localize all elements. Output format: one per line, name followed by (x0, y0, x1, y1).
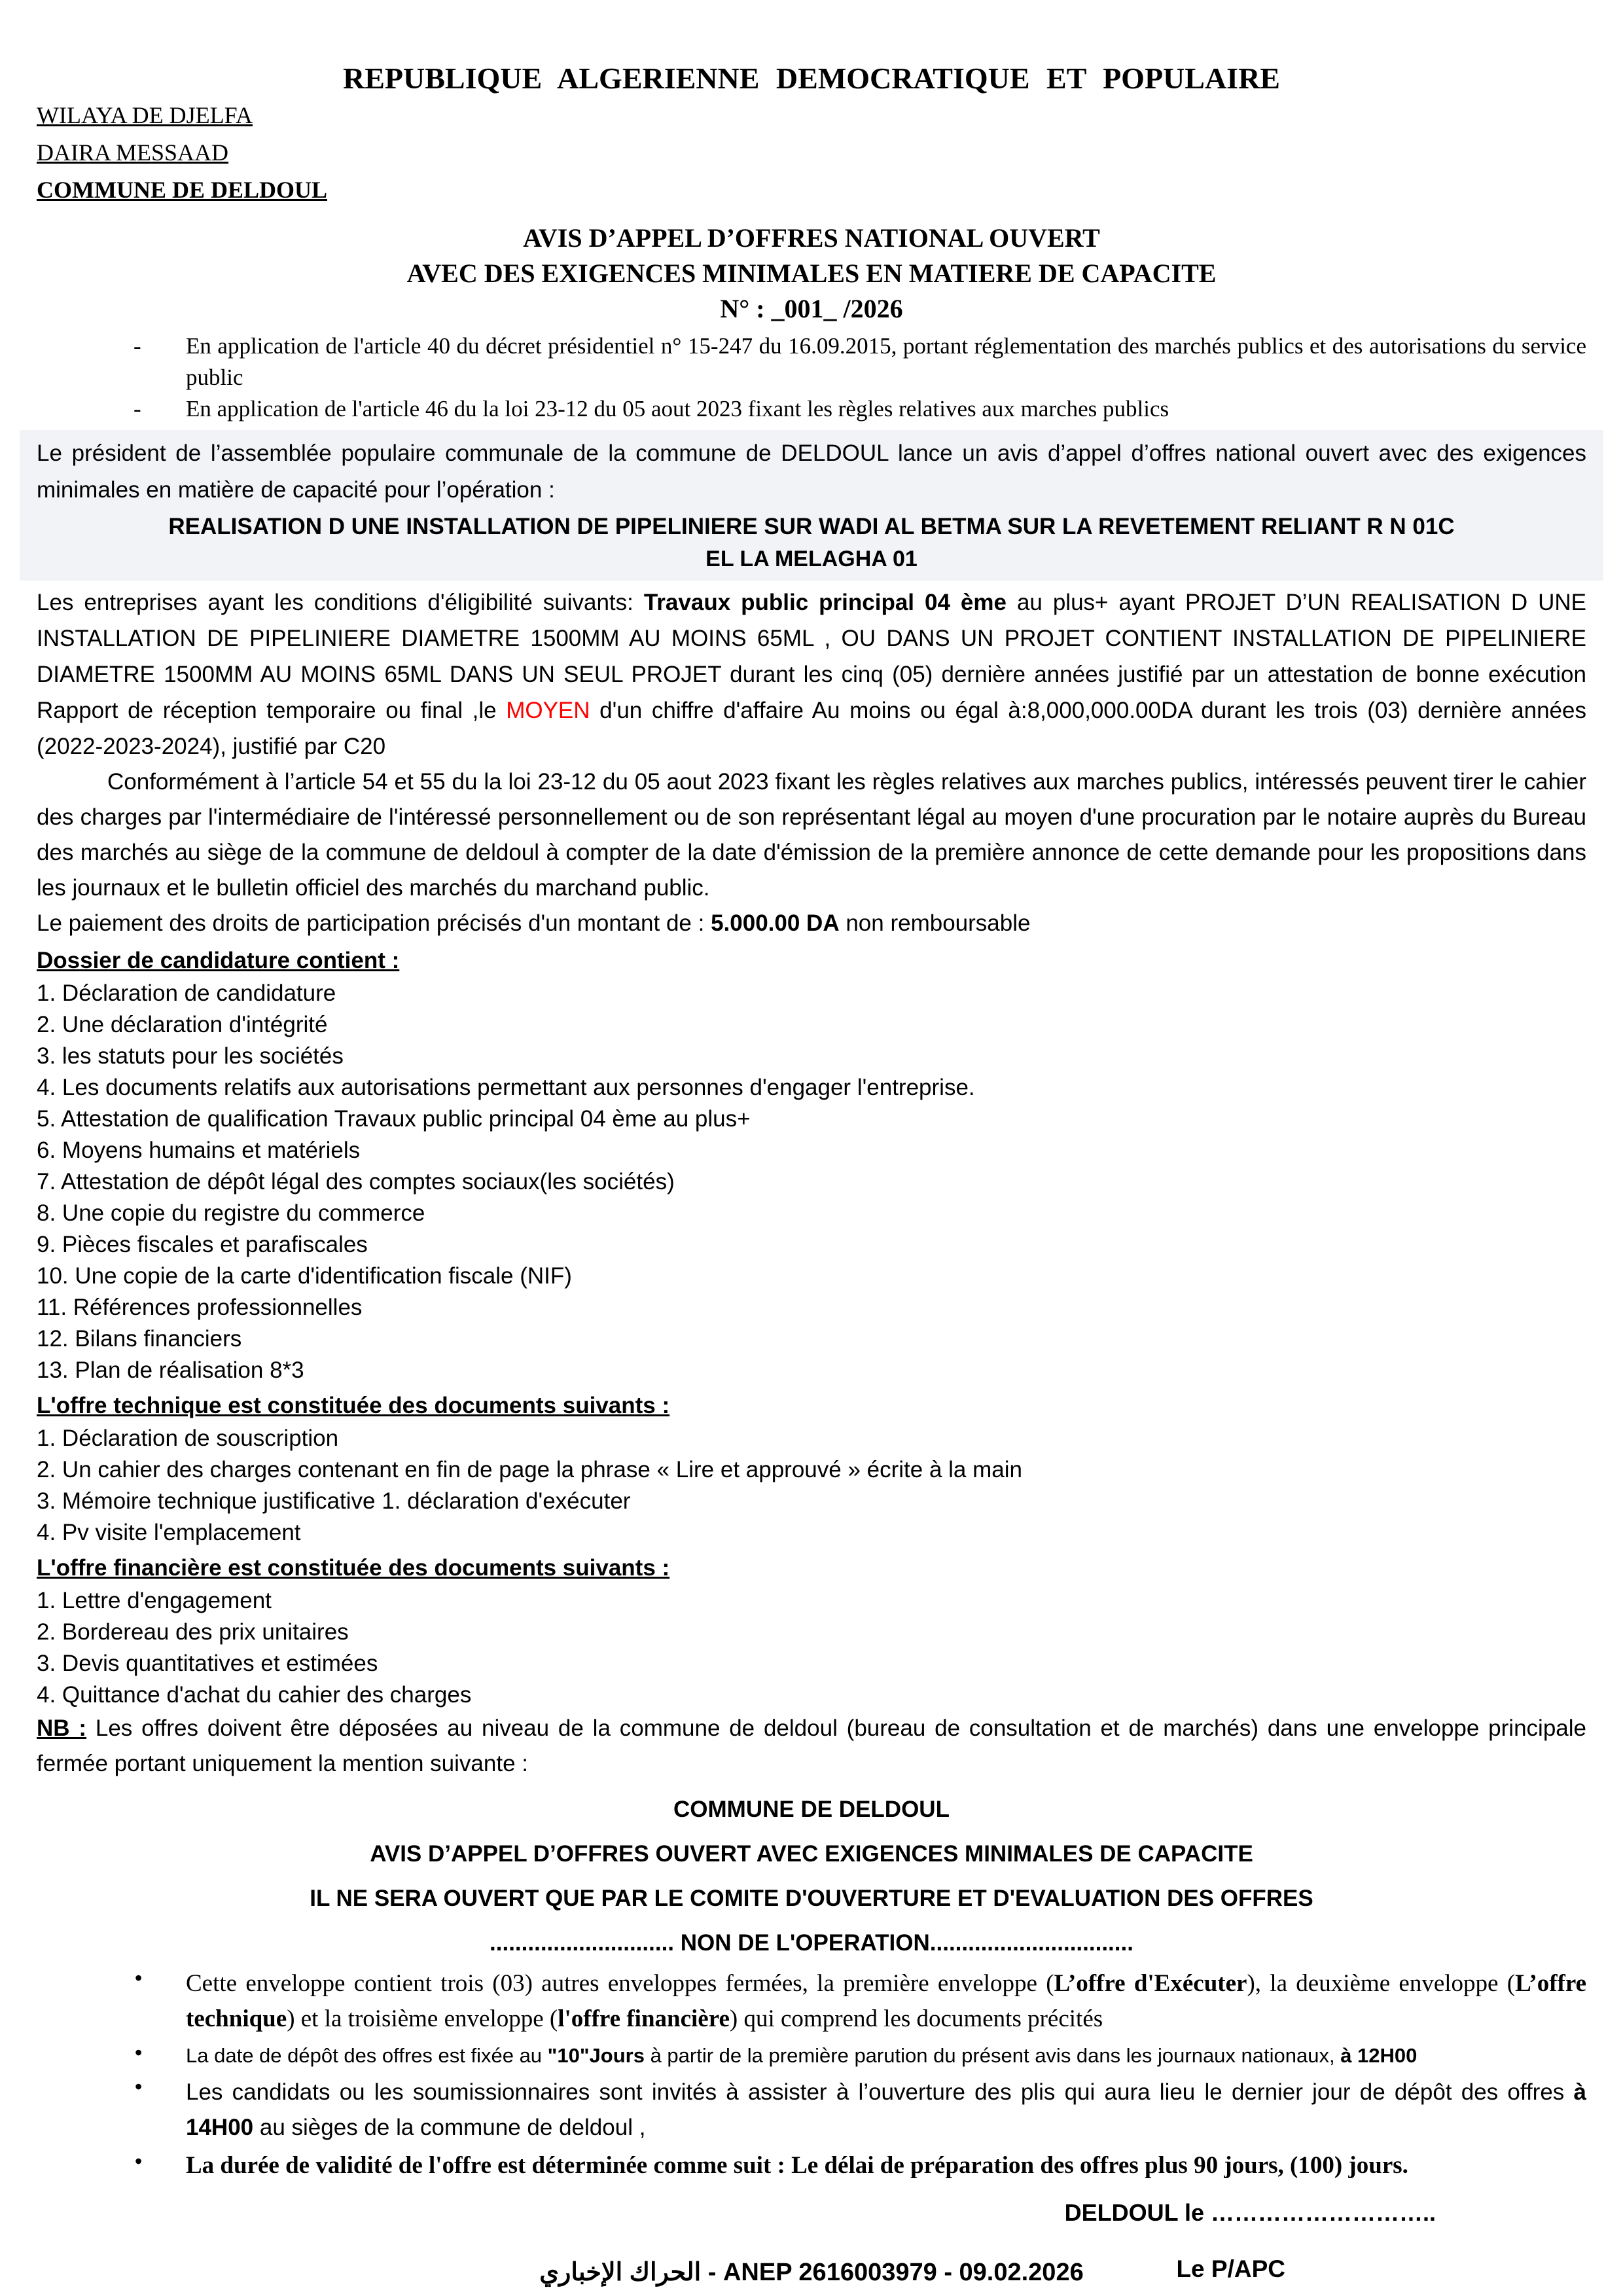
bullet-opening-session (37, 2075, 1586, 2145)
legal-reference-item (37, 393, 1586, 425)
dash-bullet: - (134, 396, 141, 422)
list-item: 10. Une copie de la carte d'identification fiscale (NIF) (37, 1263, 572, 1289)
disc-bullet: • (135, 2075, 143, 2098)
bullet-envelopes (37, 1966, 1586, 2037)
list-item: 1. Lettre d'engagement (37, 1588, 272, 1613)
list-item: 9. Pièces fiscales et parafiscales (37, 1232, 368, 1257)
legal-reference-text: En application de l'article 46 du la loi 23-12 du 05 aout 2023 fixant les règles relatives aux marches publics (186, 396, 1169, 422)
list-item: 4. Les documents relatifs aux autorisations permettant aux personnes d'engager l'entreprise. (37, 1075, 975, 1100)
list-item: 2. Un cahier des charges contenant en fin de page la phrase « Lire et approuvé » écrite à la main (37, 1457, 1022, 1482)
list-item: 12. Bilans financiers (37, 1326, 242, 1352)
technical-offer-heading: L'offre technique est constituée des documents suivants : (37, 1393, 670, 1418)
candidature-heading: Dossier de candidature contient : (37, 948, 400, 973)
bullet-deposit-date (37, 2041, 1586, 2071)
list-item: 13. Plan de réalisation 8*3 (37, 1357, 304, 1383)
legal-references (37, 331, 1586, 425)
envelope-mention-committee: IL NE SERA OUVERT QUE PAR LE COMITE D'OUVERTURE ET D'EVALUATION DES OFFRES (310, 1886, 1313, 1911)
signature-role: Le P/APC (1176, 2255, 1285, 2282)
list-item: 7. Attestation de dépôt légal des comptes sociaux(les sociétés) (37, 1169, 675, 1194)
legal-reference-text: En application de l'article 40 du décret présidentiel n° 15-247 du 16.09.2015, portant réglementation des marchés publics et des autorisations du service public (186, 333, 1586, 390)
withdrawal-paragraph: Conformément à l’article 54 et 55 du la loi 23-12 du 05 aout 2023 fixant les règles relatives aux marches publics, intéressés peuvent tirer le cahier des charges par l'intermédiaire de l'intéressé personnellement ou de son représentant légal au moyen d'une procuration par le notaire auprès du Bureau des marchés au siège de la commune de deldoul à compter de la date d'émission de la première annonce de cette demande pour les propositions dans les journaux et le bulletin officiel des marchés du marchand public. (37, 769, 1586, 901)
issuing-organization (37, 97, 1586, 209)
operation-highlight-block (20, 430, 1603, 581)
disc-bullet: • (135, 1966, 143, 1990)
notice-number: N° : _001_ /2026 (720, 294, 903, 323)
bullet-text: La durée de validité de l'offre est déterminée comme suit : Le délai de préparation des offres plus 90 jours, (100) jours. (186, 2152, 1408, 2179)
list-item: 3. Devis quantitatives et estimées (37, 1651, 378, 1676)
eligibility-paragraph: Les entreprises ayant les conditions d'éligibilité suivants: Travaux public principal 04 ème au plus+ ayant PROJET D’UN REALISATION D UNE INSTALLATION DE PIPELINIERE DIAMETRE 1500MM AU MOINS 65ML , OU DANS UN PROJET CONTIENT INSTALLATION DE PIPELINIERE DIAMETRE 1500MM AU MOINS 65ML DANS UN SEUL PROJET durant les cinq (05) dernière années justifié par un attestation de bonne exécution Rapport de réception temporaire ou final ,le MOYEN d'un chiffre d'affaire Au moins ou égal à:8,000,000.00DA durant les trois (03) dernière années (2022-2023-2024), justifié par C20 (37, 590, 1587, 759)
disc-bullet: • (135, 2041, 143, 2064)
republic-title: REPUBLIQUE ALGERIENNE DEMOCRATIQUE ET POPULAIRE (343, 62, 1280, 95)
payment-paragraph: Le paiement des droits de participation précisés d'un montant de : 5.000.00 DA non remboursable (37, 910, 1031, 936)
bullet-text: La date de dépôt des offres est fixée au "10"Jours à partir de la première parution du présent avis dans les journaux nationaux, à 12H00 (186, 2044, 1418, 2067)
list-item: 3. les statuts pour les sociétés (37, 1043, 344, 1069)
envelope-mention-operation: ............................. NON DE L'OPERATION................................ (490, 1930, 1133, 1956)
final-bullets (37, 1966, 1586, 2182)
list-item: 8. Une copie du registre du commerce (37, 1200, 425, 1226)
daira-line: DAIRA MESSAAD (37, 139, 229, 166)
list-item: 1. Déclaration de candidature (37, 980, 336, 1006)
list-item: 4. Quittance d'achat du cahier des charges (37, 1682, 472, 1708)
candidature-list (37, 978, 1586, 1386)
notice-title-line1: AVIS D’APPEL D’OFFRES NATIONAL OUVERT (523, 223, 1100, 253)
signature-place-date: DELDOUL le ……………………….. (1064, 2199, 1436, 2226)
list-item: 3. Mémoire technique justificative 1. déclaration d'exécuter (37, 1488, 631, 1514)
financial-offer-list (37, 1585, 1586, 1711)
legal-reference-item (37, 331, 1586, 393)
operation-title-line1: REALISATION D UNE INSTALLATION DE PIPELINIERE SUR WADI AL BETMA SUR LA REVETEMENT RELIANT R N 01C (168, 514, 1455, 539)
list-item: 4. Pv visite l'emplacement (37, 1520, 301, 1545)
bullet-text: Les candidats ou les soumissionnaires sont invités à assister à l’ouverture des plis qui aura lieu le dernier jour de dépôt des offres à 14H00 au sièges de la commune de deldoul , (186, 2079, 1586, 2140)
envelope-mention-title: AVIS D’APPEL D’OFFRES OUVERT AVEC EXIGENCES MINIMALES DE CAPACITE (370, 1841, 1253, 1867)
financial-offer-heading: L'offre financière est constituée des documents suivants : (37, 1555, 670, 1581)
bullet-text: Cette enveloppe contient trois (03) autres enveloppes fermées, la première enveloppe (L’offre d'Exécuter), la deuxième enveloppe (L’offre technique) et la troisième enveloppe (l'offre financière) qui comprend les documents précités (186, 1970, 1587, 2032)
commune-line: COMMUNE DE DELDOUL (37, 177, 328, 203)
list-item: 5. Attestation de qualification Travaux public principal 04 ème au plus+ (37, 1106, 751, 1132)
list-item: 2. Bordereau des prix unitaires (37, 1619, 349, 1645)
technical-offer-list (37, 1423, 1586, 1549)
list-item: 6. Moyens humains et matériels (37, 1138, 361, 1163)
nb-paragraph: NB : Les offres doivent être déposées au niveau de la commune de deldoul (bureau de consultation et de marchés) dans une enveloppe principale fermée portant uniquement la mention suivante : (37, 1715, 1586, 1776)
envelope-mention-commune: COMMUNE DE DELDOUL (673, 1797, 950, 1822)
wilaya-line: WILAYA DE DJELFA (37, 102, 253, 128)
list-item: 2. Une déclaration d'intégrité (37, 1012, 328, 1037)
operation-title-line2: EL LA MELAGHA 01 (705, 547, 918, 571)
disc-bullet: • (135, 2149, 143, 2173)
dash-bullet: - (134, 333, 141, 359)
list-item: 11. Références professionnelles (37, 1295, 363, 1320)
anep-reference-line: الحراك الإخباري - ANEP 2616003979 - 09.02.2026 (539, 2259, 1084, 2286)
notice-title-line2: AVEC DES EXIGENCES MINIMALES EN MATIERE DE CAPACITE (406, 259, 1217, 288)
bullet-offer-validity (37, 2149, 1586, 2182)
announcement-intro: Le président de l’assemblée populaire communale de la commune de DELDOUL lance un avis d’appel d’offres national ouvert avec des exigences minimales en matière de capacité pour l’opération : (37, 440, 1586, 503)
list-item: 1. Déclaration de souscription (37, 1426, 339, 1451)
